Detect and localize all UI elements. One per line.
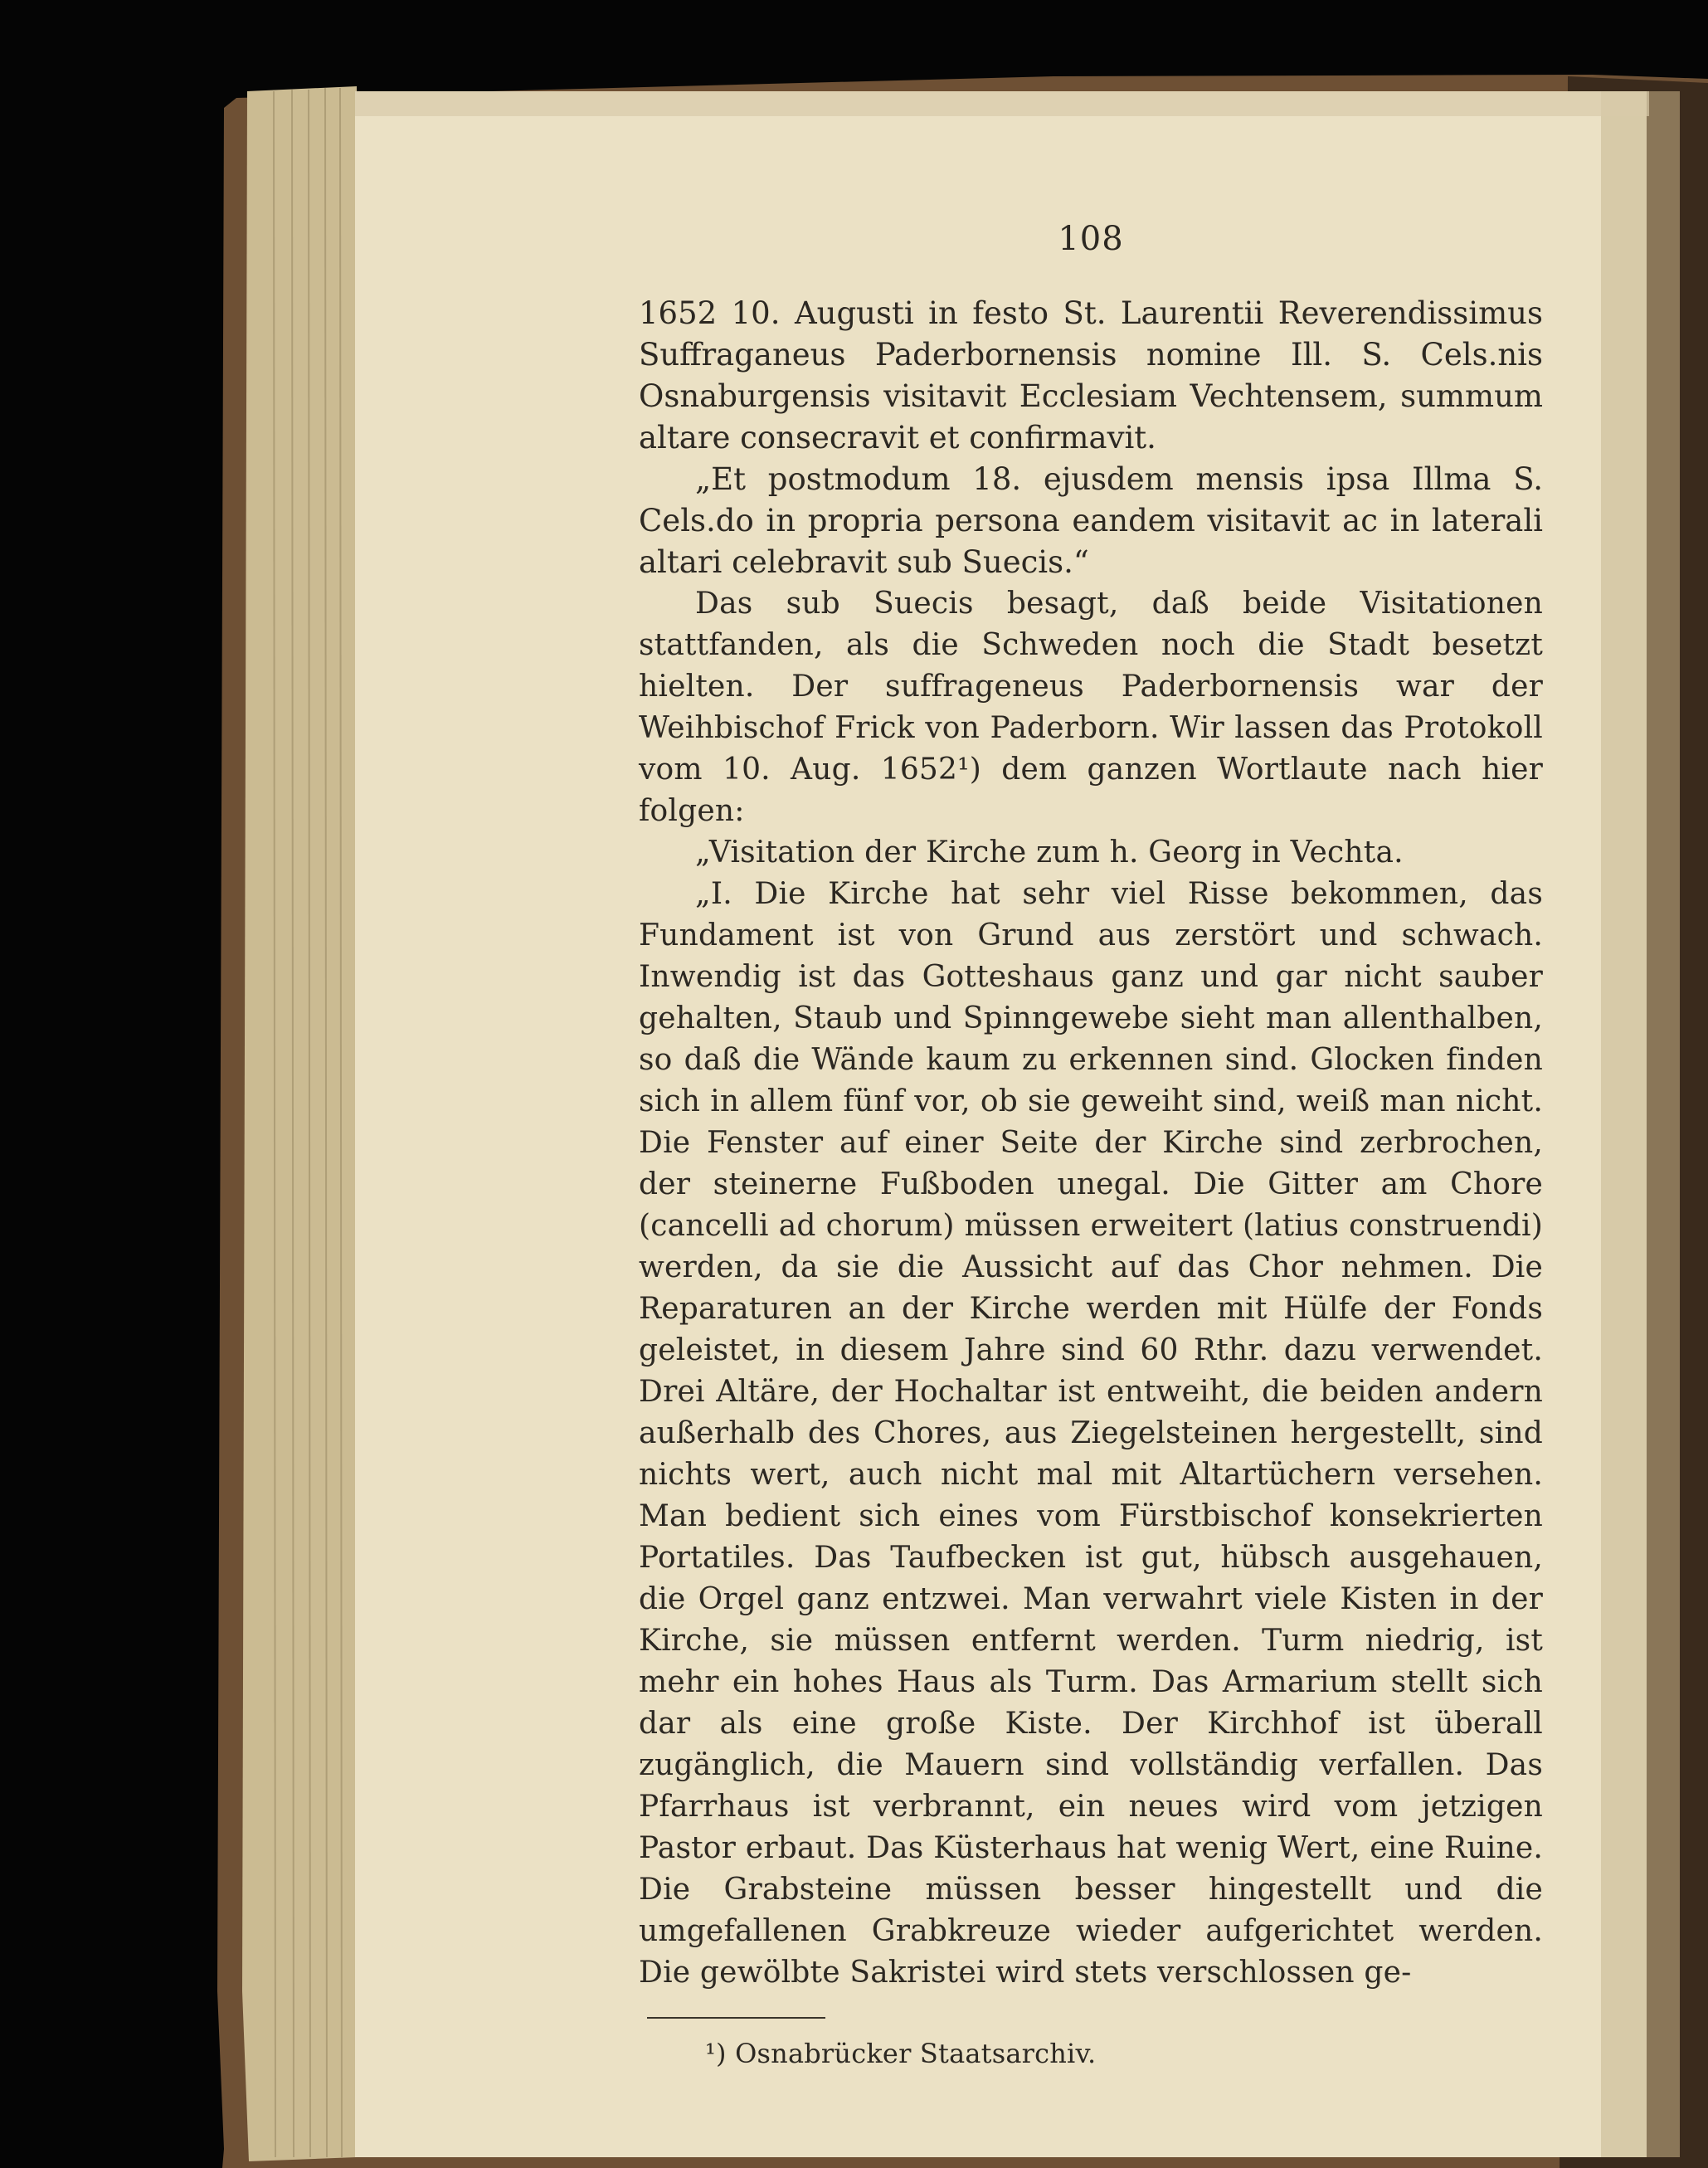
commentary-paragraph: Das sub Suecis besagt, daß beide Visitationen stattfanden, als die Schweden noch die Stadt besetzt hielten. Der suffrageneus Paderbornensis war der Weihbischof Frick von Paderborn. Wir lassen das Protokoll vom 10. Aug. 1652¹) dem ganzen Wortlaute nach hier folgen: <box>639 587 1543 828</box>
latin-paragraph-1: 1652 10. Augusti in festo St. Laurentii Reverendissimus Suffraganeus Paderbornensis nomine Ill. S. Cels.nis Osnaburgensis visitavit Ecclesiam Vechtensem, summum altare consecravit et confirmavit. <box>639 295 1543 456</box>
page-content <box>639 220 1543 2072</box>
page-number: 108 <box>1058 220 1124 258</box>
footnote-divider <box>647 2017 825 2019</box>
protocol-text: „I. Die Kirche hat sehr viel Risse bekommen, das Fundament ist von Grund aus zerstört und schwach. Inwendig ist das Gotteshaus ganz und gar nicht sauber gehalten, Staub und Spinngewebe sieht man allenthalben, so daß die Wände kaum zu erkennen sind. Glocken finden sich in allem fünf vor, ob sie geweiht sind, weiß man nicht. Die Fenster auf einer Seite der Kirche sind zerbrochen, der steinerne Fußboden unegal. Die Gitter am Chore (cancelli ad chorum) müssen erweitert (latius construendi) werden, da sie die Aussicht auf das Chor nehmen. Die Reparaturen an der Kirche werden mit Hülfe der Fonds geleistet, in diesem Jahre sind 60 Rthr. dazu verwendet. Drei Altäre, der Hochaltar ist entweiht, die beiden andern außerhalb des Chores, aus Ziegelsteinen hergestellt, sind nichts wert, auch nicht mal mit Altartüchern versehen. Man bedient sich eines vom Fürstbischof konsekrierten Portatiles. Das Taufbecken ist gut, hübsch ausgehauen, die Orgel ganz entzwei. Man verwahrt viele Kisten in der Kirche, sie müssen entfernt werden. Turm niedrig, ist mehr ein hohes Haus als Turm. Das Armarium stellt sich dar als eine große Kiste. Der Kirchhof ist überall zugänglich, die Mauern sind vollständig verfallen. Das Pfarrhaus ist verbrannt, ein neues wird vom jetzigen Pastor erbaut. Das Küsterhaus hat wenig Wert, eine Ruine. Die Grabsteine müssen besser hingestellt und die umgefallenen Grabkreuze wieder aufgerichtet werden. Die gewölbte Sakristei wird stets verschlossen ge- <box>639 877 1543 1990</box>
footnote: ¹) Osnabrücker Staatsarchiv. <box>705 2038 1097 2069</box>
latin-quote: „Et postmodum 18. ejusdem mensis ipsa Illma S. Cels.do in propria persona eandem visitavit ac in laterali altari celebravit sub Suecis.“ <box>639 461 1543 580</box>
protocol-heading: „Visitation der Kirche zum h. Georg in Vechta. <box>695 836 1404 870</box>
